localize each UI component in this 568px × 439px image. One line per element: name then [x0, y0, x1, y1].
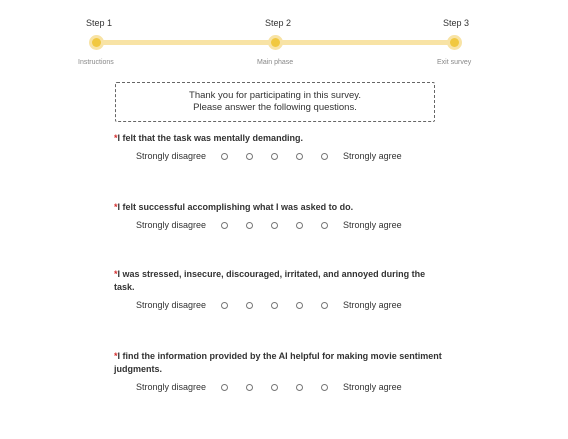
radio-option-1[interactable] [221, 302, 228, 309]
required-marker: * [114, 133, 118, 143]
radio-option-3[interactable] [271, 222, 278, 229]
intro-box [115, 82, 435, 122]
question-label: I felt successful accomplishing what I was asked to do. [117, 202, 354, 212]
question-text [114, 268, 444, 294]
radio-option-1[interactable] [221, 384, 228, 391]
scale-left-label: Strongly disagree [136, 300, 207, 310]
step-3-dot [447, 35, 462, 50]
scale-left-label: Strongly disagree [136, 151, 207, 161]
scale-right-label: Strongly agree [343, 151, 402, 161]
radio-option-4[interactable] [296, 302, 303, 309]
radio-option-4[interactable] [296, 153, 303, 160]
step-2-title: Step 2 [265, 18, 292, 28]
progress-stepper [0, 0, 568, 75]
required-marker: * [114, 202, 118, 212]
question-label: I was stressed, insecure, discouraged, irritated, and annoyed during the task. [114, 269, 426, 292]
intro-line-1: Thank you for participating in this survey. [189, 90, 361, 101]
question-2 [114, 201, 444, 230]
likert-scale [136, 382, 444, 392]
scale-left-label: Strongly disagree [136, 220, 207, 230]
radio-option-2[interactable] [246, 302, 253, 309]
likert-scale [136, 300, 444, 310]
required-marker: * [114, 351, 118, 361]
likert-scale [136, 220, 444, 230]
step-1-subtitle: Instructions [78, 59, 114, 66]
radio-option-5[interactable] [321, 384, 328, 391]
question-3 [114, 268, 444, 310]
radio-option-1[interactable] [221, 153, 228, 160]
radio-option-5[interactable] [321, 222, 328, 229]
scale-right-label: Strongly agree [343, 220, 402, 230]
likert-scale [136, 151, 444, 161]
step-3-subtitle: Exit survey [437, 59, 472, 66]
radio-option-4[interactable] [296, 384, 303, 391]
radio-option-1[interactable] [221, 222, 228, 229]
question-1 [114, 132, 444, 161]
step-2-subtitle: Main phase [257, 59, 294, 66]
question-text [114, 201, 444, 214]
question-label: I find the information provided by the AI helpful for making movie sentiment judgments. [114, 351, 442, 374]
step-3-title: Step 3 [443, 18, 470, 28]
radio-option-5[interactable] [321, 302, 328, 309]
question-text [114, 132, 444, 145]
radio-option-2[interactable] [246, 222, 253, 229]
step-1-dot [89, 35, 104, 50]
radio-option-3[interactable] [271, 302, 278, 309]
radio-option-5[interactable] [321, 153, 328, 160]
radio-option-3[interactable] [271, 153, 278, 160]
radio-option-2[interactable] [246, 384, 253, 391]
step-2-dot [268, 35, 283, 50]
question-text [114, 350, 444, 376]
required-marker: * [114, 269, 118, 279]
scale-right-label: Strongly agree [343, 300, 402, 310]
radio-option-4[interactable] [296, 222, 303, 229]
intro-line-2: Please answer the following questions. [193, 102, 357, 113]
radio-option-2[interactable] [246, 153, 253, 160]
radio-option-3[interactable] [271, 384, 278, 391]
question-label: I felt that the task was mentally demanding. [117, 133, 304, 143]
scale-right-label: Strongly agree [343, 382, 402, 392]
question-4 [114, 350, 444, 392]
step-1-title: Step 1 [86, 18, 113, 28]
scale-left-label: Strongly disagree [136, 382, 207, 392]
